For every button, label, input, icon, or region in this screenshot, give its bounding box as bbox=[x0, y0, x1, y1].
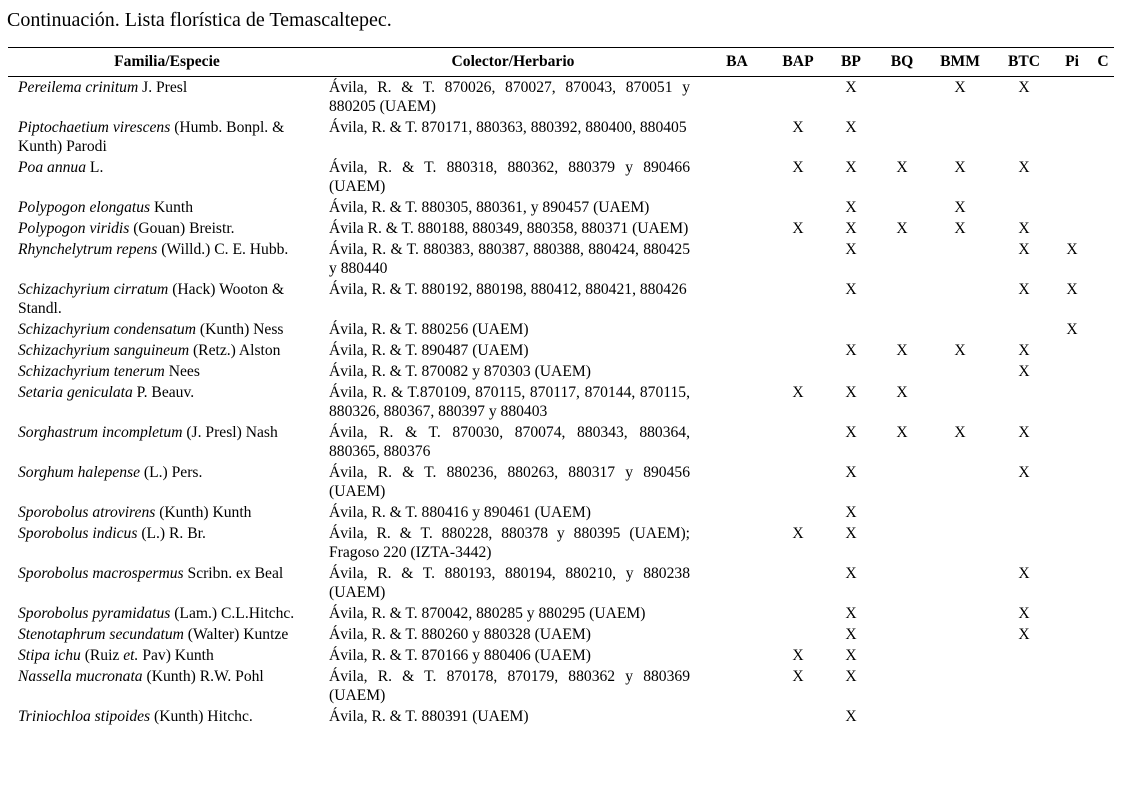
mark-bap bbox=[774, 706, 822, 727]
collector-cell: Ávila R. & T. 880188, 880349, 880358, 880371 (UAEM) bbox=[329, 220, 689, 237]
mark-pi bbox=[1052, 382, 1092, 422]
mark-ba bbox=[700, 645, 774, 666]
species-author: (Kunth) Hitchc. bbox=[150, 708, 253, 725]
mark-bmm bbox=[924, 624, 996, 645]
mark-btc: X bbox=[1018, 241, 1030, 258]
mark-bp: X bbox=[845, 424, 857, 441]
collector-cell: Ávila, R. & T. 880193, 880194, 880210, y 880238 (UAEM) bbox=[329, 565, 690, 601]
mark-bap: X bbox=[792, 668, 804, 685]
mark-ba bbox=[700, 666, 774, 706]
species-author: (Kunth) R.W. Pohl bbox=[142, 668, 264, 685]
mark-ba bbox=[700, 523, 774, 563]
table-row bbox=[8, 319, 1114, 340]
header-familia-especie: Familia/Especie bbox=[8, 48, 326, 77]
species-name: Piptochaetium virescens bbox=[18, 119, 171, 136]
collector-cell: Ávila, R. & T. 880383, 880387, 880388, 880424, 880425 y 880440 bbox=[329, 241, 690, 277]
mark-btc: X bbox=[1018, 464, 1030, 481]
species-cell bbox=[8, 197, 326, 218]
mark-pi: X bbox=[1066, 241, 1078, 258]
mark-bap: X bbox=[792, 647, 804, 664]
mark-pi bbox=[1052, 523, 1092, 563]
collector-cell: Ávila, R. & T. 880416 y 890461 (UAEM) bbox=[329, 504, 591, 521]
table-body bbox=[8, 77, 1114, 728]
species-author: J. Presl bbox=[138, 79, 188, 96]
mark-pi bbox=[1052, 218, 1092, 239]
mark-bq: X bbox=[896, 220, 908, 237]
mark-btc bbox=[996, 502, 1052, 523]
mark-c bbox=[1092, 563, 1114, 603]
collector-cell: Ávila, R. & T. 870166 y 880406 (UAEM) bbox=[329, 647, 591, 664]
table-row bbox=[8, 462, 1114, 502]
mark-bmm: X bbox=[954, 79, 966, 96]
species-author: (Willd.) C. E. Hubb. bbox=[157, 241, 289, 258]
species-cell bbox=[8, 523, 326, 563]
table-row bbox=[8, 523, 1114, 563]
collector-cell: Ávila, R. & T. 870171, 880363, 880392, 880400, 880405 bbox=[329, 119, 687, 136]
mark-ba bbox=[700, 117, 774, 157]
collector-cell: Ávila, R. & T. 880260 y 880328 (UAEM) bbox=[329, 626, 591, 643]
mark-bp: X bbox=[845, 384, 857, 401]
species-cell bbox=[8, 624, 326, 645]
mark-bap: X bbox=[792, 384, 804, 401]
species-author: (L.) R. Br. bbox=[137, 525, 206, 542]
species-name: Setaria geniculata bbox=[18, 384, 133, 401]
mark-bp: X bbox=[845, 708, 857, 725]
species-cell bbox=[8, 502, 326, 523]
species-cell bbox=[8, 218, 326, 239]
mark-btc bbox=[996, 523, 1052, 563]
species-name: Rhynchelytrum repens bbox=[18, 241, 158, 258]
mark-pi bbox=[1052, 603, 1092, 624]
mark-btc bbox=[996, 319, 1052, 340]
mark-bp: X bbox=[845, 220, 857, 237]
table-row bbox=[8, 382, 1114, 422]
collector-cell: Ávila, R. & T. 890487 (UAEM) bbox=[329, 342, 529, 359]
species-name: Sorghum halepense bbox=[18, 464, 140, 481]
mark-c bbox=[1092, 502, 1114, 523]
mark-bap bbox=[774, 197, 822, 218]
species-cell bbox=[8, 706, 326, 727]
mark-bap bbox=[774, 77, 822, 118]
species-cell bbox=[8, 382, 326, 422]
mark-bq bbox=[880, 706, 924, 727]
mark-ba bbox=[700, 361, 774, 382]
mark-pi bbox=[1052, 157, 1092, 197]
species-author-tail: Pav) Kunth bbox=[138, 647, 214, 664]
mark-bq bbox=[880, 197, 924, 218]
mark-bp: X bbox=[845, 281, 857, 298]
mark-btc bbox=[996, 117, 1052, 157]
mark-btc bbox=[996, 197, 1052, 218]
mark-ba bbox=[700, 624, 774, 645]
species-author-italic: et. bbox=[123, 647, 139, 664]
collector-cell: Ávila, R. & T. 870178, 870179, 880362 y 880369 (UAEM) bbox=[329, 668, 690, 704]
mark-pi: X bbox=[1066, 281, 1078, 298]
species-cell bbox=[8, 645, 326, 666]
mark-c bbox=[1092, 462, 1114, 502]
species-name: Schizachyrium sanguineum bbox=[18, 342, 190, 359]
mark-ba bbox=[700, 382, 774, 422]
mark-bq bbox=[880, 319, 924, 340]
mark-c bbox=[1092, 666, 1114, 706]
collector-cell: Ávila, R. & T. 880318, 880362, 880379 y 890466 (UAEM) bbox=[329, 159, 690, 195]
mark-ba bbox=[700, 706, 774, 727]
species-cell bbox=[8, 279, 326, 319]
species-author: P. Beauv. bbox=[132, 384, 195, 401]
table-row bbox=[8, 197, 1114, 218]
mark-ba bbox=[700, 462, 774, 502]
mark-bq bbox=[880, 462, 924, 502]
table-row bbox=[8, 239, 1114, 279]
species-name: Nassella mucronata bbox=[18, 668, 143, 685]
mark-bq: X bbox=[896, 424, 908, 441]
mark-bp: X bbox=[845, 342, 857, 359]
mark-ba bbox=[700, 157, 774, 197]
mark-c bbox=[1092, 382, 1114, 422]
mark-bap bbox=[774, 624, 822, 645]
collector-cell: Ávila, R. & T. 880391 (UAEM) bbox=[329, 708, 529, 725]
mark-bmm bbox=[924, 239, 996, 279]
mark-ba bbox=[700, 563, 774, 603]
mark-bq: X bbox=[896, 159, 908, 176]
species-name: Schizachyrium cirratum bbox=[18, 281, 169, 298]
mark-pi bbox=[1052, 706, 1092, 727]
mark-bp bbox=[822, 319, 880, 340]
mark-bap bbox=[774, 319, 822, 340]
mark-pi bbox=[1052, 77, 1092, 118]
species-cell bbox=[8, 603, 326, 624]
table-row bbox=[8, 502, 1114, 523]
mark-bmm: X bbox=[954, 199, 966, 216]
mark-btc: X bbox=[1018, 159, 1030, 176]
mark-c bbox=[1092, 117, 1114, 157]
mark-btc bbox=[996, 382, 1052, 422]
table-row bbox=[8, 77, 1114, 118]
mark-c bbox=[1092, 523, 1114, 563]
mark-ba bbox=[700, 218, 774, 239]
mark-ba bbox=[700, 197, 774, 218]
species-name: Polypogon elongatus bbox=[18, 199, 151, 216]
mark-bp: X bbox=[845, 626, 857, 643]
table-row bbox=[8, 279, 1114, 319]
mark-bap bbox=[774, 279, 822, 319]
mark-bp bbox=[822, 361, 880, 382]
header-row bbox=[8, 48, 1114, 77]
mark-bq: X bbox=[896, 384, 908, 401]
mark-bap bbox=[774, 239, 822, 279]
mark-c bbox=[1092, 279, 1114, 319]
species-author: (Humb. Bonpl. & Kunth) Parodi bbox=[18, 119, 285, 155]
mark-c bbox=[1092, 422, 1114, 462]
mark-bap: X bbox=[792, 119, 804, 136]
species-name: Poa annua bbox=[18, 159, 87, 176]
mark-bp: X bbox=[845, 119, 857, 136]
header-bmm: BMM bbox=[924, 48, 996, 77]
mark-bq bbox=[880, 117, 924, 157]
mark-btc: X bbox=[1018, 220, 1030, 237]
mark-bap: X bbox=[792, 525, 804, 542]
table-row bbox=[8, 624, 1114, 645]
mark-ba bbox=[700, 239, 774, 279]
collector-cell: Ávila, R. & T. 880256 (UAEM) bbox=[329, 321, 529, 338]
mark-bp: X bbox=[845, 668, 857, 685]
mark-c bbox=[1092, 239, 1114, 279]
mark-btc: X bbox=[1018, 626, 1030, 643]
mark-c bbox=[1092, 645, 1114, 666]
mark-bmm bbox=[924, 523, 996, 563]
header-bap: BAP bbox=[774, 48, 822, 77]
mark-bp: X bbox=[845, 504, 857, 521]
mark-pi bbox=[1052, 563, 1092, 603]
species-cell bbox=[8, 340, 326, 361]
mark-bp: X bbox=[845, 647, 857, 664]
mark-bq bbox=[880, 603, 924, 624]
mark-c bbox=[1092, 706, 1114, 727]
table-row bbox=[8, 645, 1114, 666]
collector-cell: Ávila, R. & T. 870042, 880285 y 880295 (UAEM) bbox=[329, 605, 646, 622]
header-bp: BP bbox=[822, 48, 880, 77]
mark-bq bbox=[880, 624, 924, 645]
mark-bq bbox=[880, 523, 924, 563]
mark-btc: X bbox=[1018, 79, 1030, 96]
mark-btc: X bbox=[1018, 281, 1030, 298]
mark-btc: X bbox=[1018, 565, 1030, 582]
mark-pi bbox=[1052, 645, 1092, 666]
mark-btc bbox=[996, 666, 1052, 706]
species-author: (Kunth) Kunth bbox=[155, 504, 252, 521]
mark-bq bbox=[880, 666, 924, 706]
mark-c bbox=[1092, 77, 1114, 118]
mark-c bbox=[1092, 624, 1114, 645]
species-cell bbox=[8, 319, 326, 340]
species-author: (Walter) Kuntze bbox=[183, 626, 289, 643]
species-cell bbox=[8, 361, 326, 382]
species-author: Scribn. ex Beal bbox=[183, 565, 284, 582]
mark-bmm bbox=[924, 563, 996, 603]
mark-bmm bbox=[924, 645, 996, 666]
mark-ba bbox=[700, 279, 774, 319]
mark-bap bbox=[774, 502, 822, 523]
mark-c bbox=[1092, 218, 1114, 239]
mark-pi bbox=[1052, 117, 1092, 157]
table-row bbox=[8, 340, 1114, 361]
species-name: Sporobolus atrovirens bbox=[18, 504, 156, 521]
species-cell bbox=[8, 239, 326, 279]
collector-cell: Ávila, R. & T. 880236, 880263, 880317 y 890456 (UAEM) bbox=[329, 464, 690, 500]
page-title: Continuación. Lista florística de Temascaltepec. bbox=[7, 9, 392, 31]
table-row bbox=[8, 157, 1114, 197]
mark-bp: X bbox=[845, 525, 857, 542]
mark-bmm bbox=[924, 361, 996, 382]
mark-bap bbox=[774, 340, 822, 361]
species-author: (Ruiz bbox=[80, 647, 124, 664]
species-cell bbox=[8, 666, 326, 706]
species-name: Polypogon viridis bbox=[18, 220, 130, 237]
mark-ba bbox=[700, 603, 774, 624]
header-ba: BA bbox=[700, 48, 774, 77]
mark-bmm: X bbox=[954, 220, 966, 237]
species-name: Stenotaphrum secundatum bbox=[18, 626, 184, 643]
collector-cell: Ávila, R. & T. 880228, 880378 y 880395 (UAEM); Fragoso 220 (IZTA-3442) bbox=[329, 525, 690, 561]
species-cell bbox=[8, 157, 326, 197]
table-row bbox=[8, 218, 1114, 239]
mark-pi bbox=[1052, 340, 1092, 361]
mark-c bbox=[1092, 197, 1114, 218]
species-name: Stipa ichu bbox=[18, 647, 81, 664]
species-author: (Retz.) Alston bbox=[189, 342, 281, 359]
mark-bp: X bbox=[845, 79, 857, 96]
mark-bmm bbox=[924, 462, 996, 502]
header-c: C bbox=[1092, 48, 1114, 77]
species-name: Sorghastrum incompletum bbox=[18, 424, 183, 441]
mark-bq bbox=[880, 77, 924, 118]
species-author: L. bbox=[86, 159, 104, 176]
mark-bq bbox=[880, 563, 924, 603]
mark-bp: X bbox=[845, 605, 857, 622]
mark-bq bbox=[880, 645, 924, 666]
mark-bap bbox=[774, 563, 822, 603]
species-author: (Lam.) C.L.Hitchc. bbox=[170, 605, 295, 622]
species-name: Pereilema crinitum bbox=[18, 79, 139, 96]
mark-pi bbox=[1052, 502, 1092, 523]
table-row bbox=[8, 361, 1114, 382]
mark-pi bbox=[1052, 422, 1092, 462]
mark-pi bbox=[1052, 462, 1092, 502]
mark-bmm: X bbox=[954, 159, 966, 176]
mark-bap bbox=[774, 603, 822, 624]
mark-bq: X bbox=[896, 342, 908, 359]
mark-pi bbox=[1052, 197, 1092, 218]
mark-c bbox=[1092, 361, 1114, 382]
species-name: Sporobolus macrospermus bbox=[18, 565, 184, 582]
mark-ba bbox=[700, 319, 774, 340]
header-colector-herbario: Colector/Herbario bbox=[326, 48, 700, 77]
collector-cell: Ávila, R. & T. 880192, 880198, 880412, 880421, 880426 bbox=[329, 281, 687, 298]
mark-btc bbox=[996, 645, 1052, 666]
mark-bmm bbox=[924, 502, 996, 523]
table-row bbox=[8, 563, 1114, 603]
mark-btc: X bbox=[1018, 363, 1030, 380]
mark-btc: X bbox=[1018, 424, 1030, 441]
species-name: Sporobolus indicus bbox=[18, 525, 138, 542]
mark-ba bbox=[700, 340, 774, 361]
species-author: (J. Presl) Nash bbox=[182, 424, 278, 441]
species-author: (Hack) Wooton & Standl. bbox=[18, 281, 285, 317]
mark-bp: X bbox=[845, 199, 857, 216]
collector-cell: Ávila, R. & T.870109, 870115, 870117, 870144, 870115, 880326, 880367, 880397 y 880403 bbox=[329, 384, 690, 420]
mark-pi bbox=[1052, 361, 1092, 382]
species-name: Triniochloa stipoides bbox=[18, 708, 151, 725]
mark-bap bbox=[774, 422, 822, 462]
mark-ba bbox=[700, 422, 774, 462]
mark-bmm bbox=[924, 382, 996, 422]
mark-c bbox=[1092, 603, 1114, 624]
mark-btc: X bbox=[1018, 605, 1030, 622]
species-cell bbox=[8, 117, 326, 157]
collector-cell: Ávila, R. & T. 870026, 870027, 870043, 870051 y 880205 (UAEM) bbox=[329, 79, 690, 115]
table-row bbox=[8, 603, 1114, 624]
mark-c bbox=[1092, 319, 1114, 340]
mark-bp: X bbox=[845, 464, 857, 481]
table-row bbox=[8, 666, 1114, 706]
mark-bap: X bbox=[792, 220, 804, 237]
species-cell bbox=[8, 77, 326, 118]
collector-cell: Ávila, R. & T. 870030, 870074, 880343, 880364, 880365, 880376 bbox=[329, 424, 690, 460]
mark-ba bbox=[700, 502, 774, 523]
species-cell bbox=[8, 422, 326, 462]
mark-pi: X bbox=[1066, 321, 1078, 338]
mark-bmm bbox=[924, 279, 996, 319]
mark-c bbox=[1092, 340, 1114, 361]
collector-cell: Ávila, R. & T. 880305, 880361, y 890457 (UAEM) bbox=[329, 199, 650, 216]
collector-cell: Ávila, R. & T. 870082 y 870303 (UAEM) bbox=[329, 363, 591, 380]
species-author: (L.) Pers. bbox=[140, 464, 203, 481]
species-cell bbox=[8, 462, 326, 502]
species-table bbox=[8, 47, 1114, 727]
mark-c bbox=[1092, 157, 1114, 197]
mark-bq bbox=[880, 279, 924, 319]
mark-bq bbox=[880, 239, 924, 279]
table-row bbox=[8, 422, 1114, 462]
species-name: Schizachyrium tenerum bbox=[18, 363, 165, 380]
header-bq: BQ bbox=[880, 48, 924, 77]
species-author: Nees bbox=[164, 363, 200, 380]
mark-bmm bbox=[924, 603, 996, 624]
mark-bp: X bbox=[845, 159, 857, 176]
header-btc: BTC bbox=[996, 48, 1052, 77]
mark-bmm bbox=[924, 666, 996, 706]
mark-bmm bbox=[924, 117, 996, 157]
mark-btc bbox=[996, 706, 1052, 727]
mark-bp: X bbox=[845, 241, 857, 258]
mark-pi bbox=[1052, 666, 1092, 706]
species-name: Schizachyrium condensatum bbox=[18, 321, 196, 338]
mark-bq bbox=[880, 361, 924, 382]
header-pi: Pi bbox=[1052, 48, 1092, 77]
species-author: Kunth bbox=[150, 199, 193, 216]
mark-bq bbox=[880, 502, 924, 523]
mark-bmm bbox=[924, 319, 996, 340]
mark-bmm bbox=[924, 706, 996, 727]
mark-btc: X bbox=[1018, 342, 1030, 359]
table-row bbox=[8, 117, 1114, 157]
mark-bap: X bbox=[792, 159, 804, 176]
species-name: Sporobolus pyramidatus bbox=[18, 605, 171, 622]
mark-bap bbox=[774, 462, 822, 502]
mark-bp: X bbox=[845, 565, 857, 582]
mark-ba bbox=[700, 77, 774, 118]
mark-bmm: X bbox=[954, 424, 966, 441]
mark-bmm: X bbox=[954, 342, 966, 359]
species-author: (Kunth) Ness bbox=[196, 321, 284, 338]
mark-pi bbox=[1052, 624, 1092, 645]
mark-bap bbox=[774, 361, 822, 382]
species-author: (Gouan) Breistr. bbox=[129, 220, 235, 237]
table-row bbox=[8, 706, 1114, 727]
species-cell bbox=[8, 563, 326, 603]
